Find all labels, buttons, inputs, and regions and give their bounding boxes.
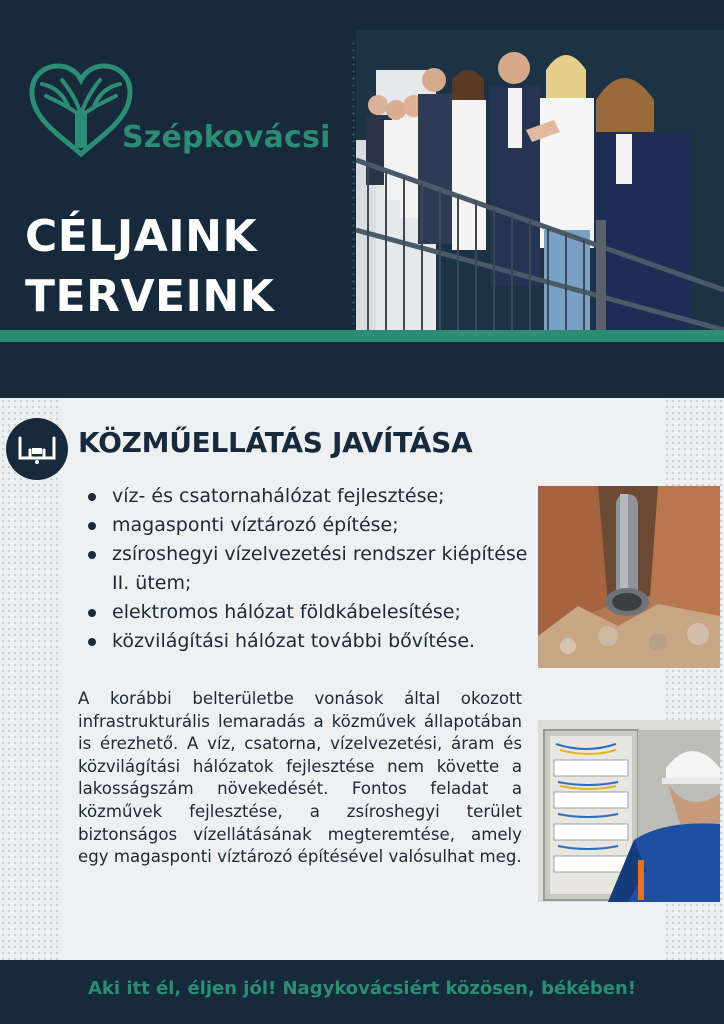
list-item: zsíroshegyi vízelvezetési rendszer kiépítése II. ütem; [88,540,528,598]
pipe-trench-photo [538,486,720,668]
list-item: víz- és csatornahálózat fejlesztése; [88,482,528,511]
goals-list [88,482,528,656]
footer-slogan: Aki itt él, éljen jól! Nagykovácsiért közösen, békében! [88,978,636,999]
content-section [0,398,724,960]
section-title: KÖZMŰELLÁTÁS JAVÍTÁSA [78,426,473,459]
brand-name: Szépkovácsi [122,120,331,155]
page-title-line1: CÉLJAINK [25,211,258,262]
heart-tree-logo-icon [28,62,134,158]
footer [0,960,724,1024]
divider-stripe [0,330,724,342]
header [0,0,724,330]
list-item: magasponti víztározó építése; [88,511,528,540]
dot-pattern-left [0,398,60,960]
utility-pipe-icon [6,418,68,480]
group-photo [356,30,724,330]
list-item: közvilágítási hálózat további bővítése. [88,627,528,656]
description-paragraph: A korábbi belterületbe vonások által okozott infrastrukturális lemaradás a közművek állapotában is érezhető. A víz, csatorna, vízelvezetési, áram és közvilágítási hálózatok fejlesztése nem követte a lakosságszám növekedését. Fontos feladat a közművek fejlesztése, a zsíroshegyi terület biztonságos vízellátásának megteremtése, amely egy magasponti víztározó építésével valósulhat meg. [78,689,522,867]
header-band [0,342,724,398]
list-item: elektromos hálózat földkábelesítése; [88,598,528,627]
page-title-line2: TERVEINK [25,271,275,322]
electrician-photo [538,720,720,902]
